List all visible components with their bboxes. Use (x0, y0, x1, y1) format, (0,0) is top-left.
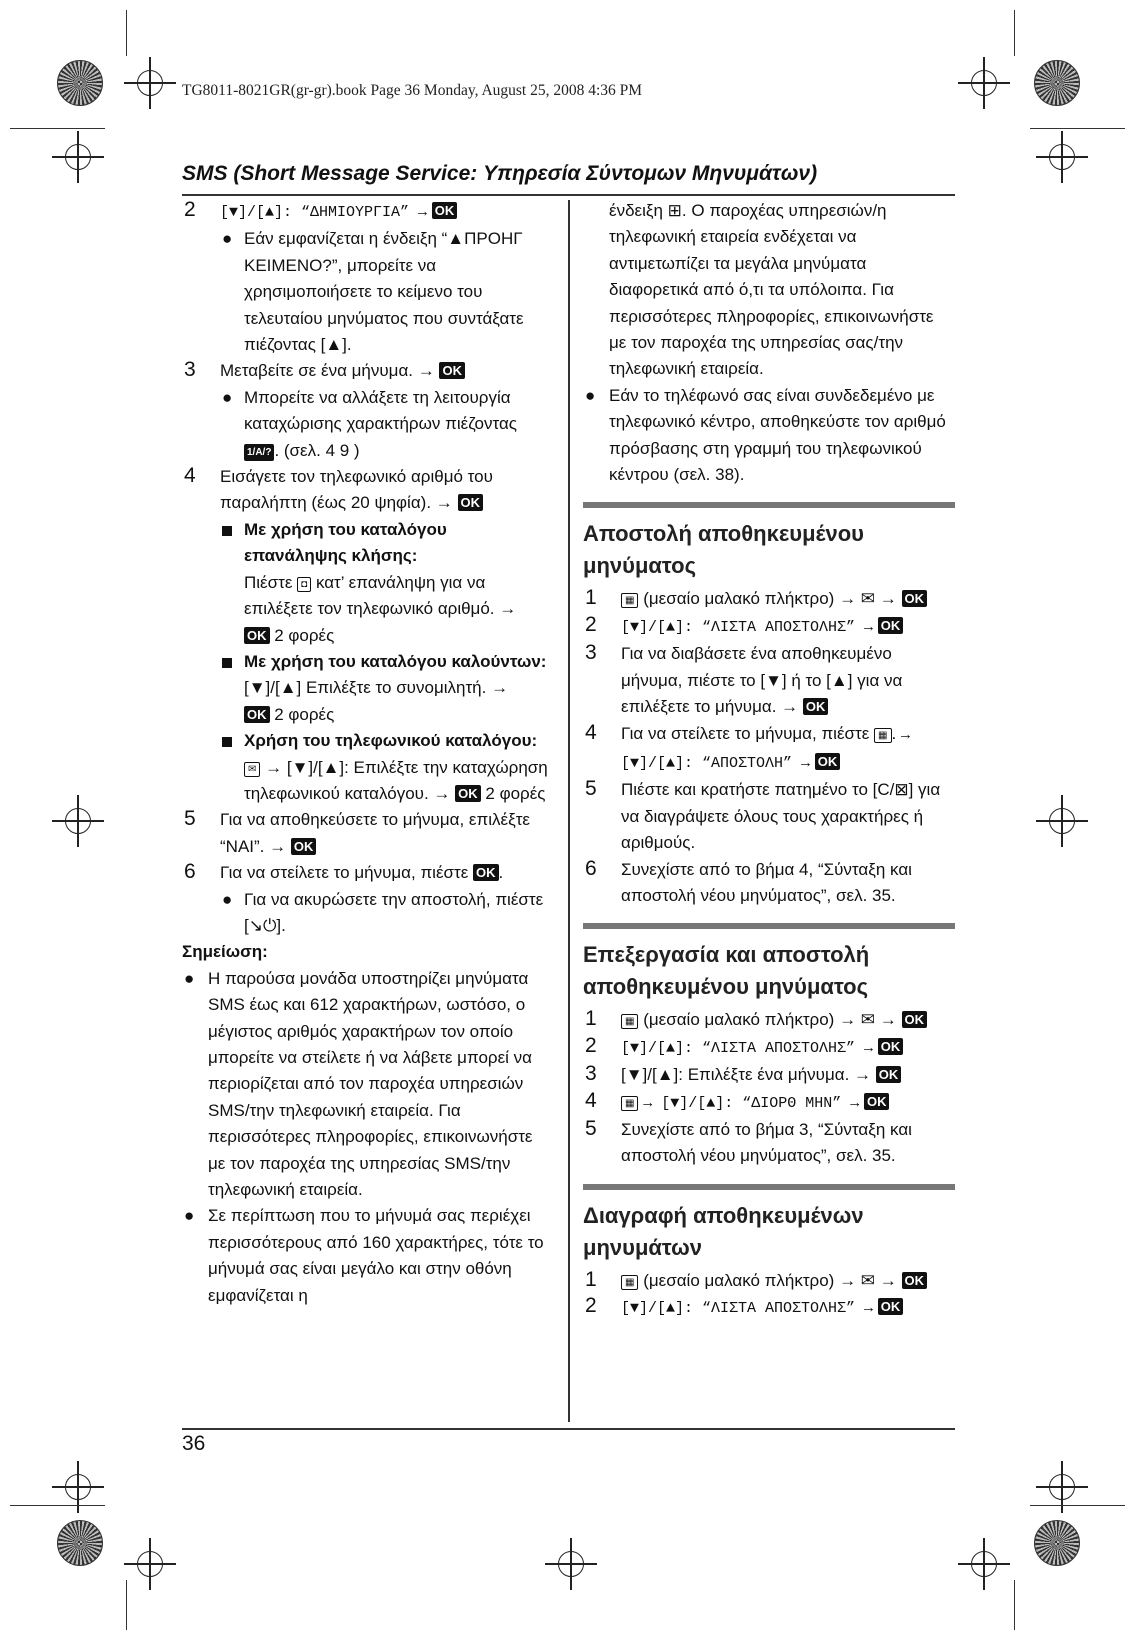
crop-mark-icon (958, 57, 1010, 109)
left-column: 2 [▼]/[▲]: “ΔΗΜΙΟΥΡΓΙΑ” → OK ● Εάν εμφανίζεται η ένδειξη “▲ΠΡΟΗΓ ΚΕΙΜΕΝΟ?”, μπορείτε να χρησιμοποιήσετε το κείμενο του τελευταίου μηνύματος που συντάξατε πιέζοντας [▲]. 3 Μεταβείτε σε ένα μήνυμα. → OK ● Μπορείτε να αλλάξετε τη λειτουργία καταχώρισης χαρακτήρων πιέζοντας 1/A/? . (σελ. 4 9 ) 4 Εισάγετε τον τηλεφωνικό αριθμό του παραλήπτη (έως 20 ψηφία). → OK Με χρήση του καταλόγου επανάληψης κλήσης: Πιέστε ◘ κατ’ επανάληψη για να επιλέξετε τον τηλεφωνικό αριθμό. → OK 2 φορές Με χρήση του καταλόγου καλούντων: [▼]/[▲] Επιλέξτε το συνομιλητή. → OK 2 φορές Χρήση του τηλεφωνικού καταλόγου: ✉ → [▼]/[▲]: Επιλέξτε την καταχώρηση τηλεφωνικού καταλόγου. → OK 2 φορές 5 Για να αποθηκεύσετε το μήνυμα, επιλέξτε “ΝΑΙ”. → OK 6 Για να στείλετε το μήνυμα, πιέστε OK . ● Για να ακυρώσετε την αποστολή, πιέστε [↘⏻]. Σημείωση: ● Η παρούσα μονάδα υποστηρίζει μηνύματα SMS έως και 612 χαρακτήρων, ωστόσο, ο μέγιστος αριθμός χαρακτήρων τον οποίο μπορείτε να στείλετε ή να λάβετε μπορεί να περιορίζεται από τον παροχέα υπηρεσιών SMS/την τηλεφωνική εταιρεία. Για περισσότερες πληροφορίες, επικοινωνήστε με τον παροχέα της υπηρεσίας SMS/την τηλεφωνική εταιρεία. ● Σε περίπτωση που το μήνυμά σας περιέχει περισσότερους από 160 χαρακτήρες, τότε το μήνυμά σας είναι μεγάλο και στην οθόνη εμφανίζεται η (182, 198, 552, 1309)
menu-key-icon: ▦ (621, 1275, 638, 1290)
note-title: Σημείωση: (182, 942, 268, 962)
menu-key-icon: ▦ (621, 593, 638, 608)
step-5: 5 Για να αποθηκεύσετε το μήνυμα, επιλέξτε “ΝΑΙ”. → OK (184, 807, 530, 856)
step-2: 2 [▼]/[▲]: “ΔΗΜΙΟΥΡΓΙΑ” → OK (182, 198, 552, 226)
file-header: TG8011-8021GR(gr-gr).book Page 36 Monday, August 25, 2008 4:36 PM (182, 82, 643, 99)
crop-mark-icon (1036, 795, 1088, 847)
section-heading: Αποστολή αποθηκευμένου μηνύματος (583, 502, 955, 582)
registration-wheel-icon (57, 60, 103, 106)
redial-key-icon: ◘ (297, 577, 311, 592)
mode-key-icon: 1/A/? (244, 444, 274, 461)
registration-wheel-icon (1034, 1520, 1080, 1566)
ok-key-icon: OK (803, 698, 829, 715)
ok-key-icon: OK (432, 202, 458, 219)
page-number: 36 (182, 1432, 206, 1455)
ok-key-icon: OK (244, 627, 270, 644)
crop-mark-icon (52, 795, 104, 847)
crop-mark-icon (124, 1538, 176, 1590)
phonebook-key-icon: ✉ (244, 762, 260, 777)
running-head: SMS (Short Message Service: Υπηρεσία Σύντομων Μηνυμάτων) (182, 162, 818, 185)
menu-key-icon: ▦ (874, 728, 891, 743)
ok-key-icon: OK (458, 494, 484, 511)
ok-key-icon: OK (291, 838, 317, 855)
crop-mark-icon (545, 1538, 597, 1590)
menu-key-icon: ▦ (621, 1014, 638, 1029)
step-6: 6 Για να στείλετε το μήνυμα, πιέστε OK . (184, 860, 504, 884)
ok-key-icon: OK (878, 1298, 904, 1315)
ok-key-icon: OK (876, 1066, 902, 1083)
ok-key-icon: OK (878, 617, 904, 634)
section-heading: Επεξεργασία και αποστολή αποθηκευμένου μηνύματος (583, 923, 955, 1003)
registration-wheel-icon (1034, 60, 1080, 106)
ok-key-icon: OK (455, 785, 481, 802)
crop-mark-icon (958, 1538, 1010, 1590)
step-4: 4 Εισάγετε τον τηλεφωνικό αριθμό του παραλήπτη (έως 20 ψηφία). → OK (184, 464, 493, 513)
crop-mark-icon (1036, 131, 1088, 183)
ok-key-icon: OK (902, 1011, 928, 1028)
crop-mark-icon (124, 57, 176, 109)
registration-wheel-icon (57, 1520, 103, 1566)
menu-key-icon: ▦ (621, 1096, 638, 1111)
ok-key-icon: OK (815, 753, 841, 770)
ok-key-icon: OK (439, 362, 465, 379)
ok-key-icon: OK (473, 864, 499, 881)
crop-mark-icon (52, 131, 104, 183)
ok-key-icon: OK (902, 590, 928, 607)
section-heading: Διαγραφή αποθηκευμένων μηνυμάτων (583, 1184, 955, 1264)
ok-key-icon: OK (878, 1038, 904, 1055)
ok-key-icon: OK (244, 706, 270, 723)
ok-key-icon: OK (902, 1272, 928, 1289)
right-column: ένδειξη ⊞. Ο παροχέας υπηρεσιών/η τηλεφωνική εταιρεία ενδέχεται να αντιμετωπίζει τα μεγάλα μηνύματα διαφορετικά από ό,τι τα υπόλοιπα. Για περισσότερες πληροφορίες, επικοινωνήστε με τον παροχέα της υπηρεσίας σας/την τηλεφωνική εταιρεία. ● Εάν το τηλέφωνό σας είναι συνδεδεμένο με τηλεφωνικό κέντρο, αποθηκεύστε τον αριθμό πρόσβασης στη γραμμή του τηλεφωνικού κέντρου (σελ. 38). Αποστολή αποθηκευμένου μηνύματος 1 ▦ (μεσαίο μαλακό πλήκτρο) → ✉ → OK 2 [▼]/[▲]: “ΛΙΣΤΑ ΑΠΟΣΤΟΛΗΣ” → OK 3 Για να διαβάσετε ένα αποθηκευμένο μήνυμα, πιέστε το [▼] ή το [▲] για να επιλέξετε το μήνυμα. → OK 4 Για να στείλετε το μήνυμα, πιέστε ▦ . → [▼]/[▲]: “ΑΠΟΣΤΟΛΗ” → OK 5 Πιέστε και κρατήστε πατημένο το [C/⊠] για να διαγράψετε όλους τους χαρακτήρες ή αριθμούς. 6 Συνεχίστε από το βήμα 4, “Σύνταξη και αποστολή νέου μηνύματος”, σελ. 35. Επεξεργασία και αποστολή αποθηκευμένου μηνύματος 1 ▦ (μεσαίο μαλακό πλήκτρο) → ✉ → OK 2 [▼]/[▲]: “ΛΙΣΤΑ ΑΠΟΣΤΟΛΗΣ” → OK 3 [▼]/[▲]: Επιλέξτε ένα μήνυμα. → OK 4 ▦ → [▼]/[▲]: “ΔΙΟΡΘ ΜΗΝ” → OK 5 Συνεχίστε από το βήμα 3, “Σύνταξη και αποστολή νέου μηνύματος”, σελ. 35. Διαγραφή αποθηκευμένων μηνυμάτων 1 ▦ (μεσαίο μαλακό πλήκτρο) → ✉ → OK 2 [▼]/[▲]: “ΛΙΣΤΑ ΑΠΟΣΤΟΛΗΣ” → OK (583, 198, 955, 1323)
ok-key-icon: OK (864, 1093, 890, 1110)
step-3: 3 Μεταβείτε σε ένα μήνυμα. → OK (182, 358, 552, 384)
